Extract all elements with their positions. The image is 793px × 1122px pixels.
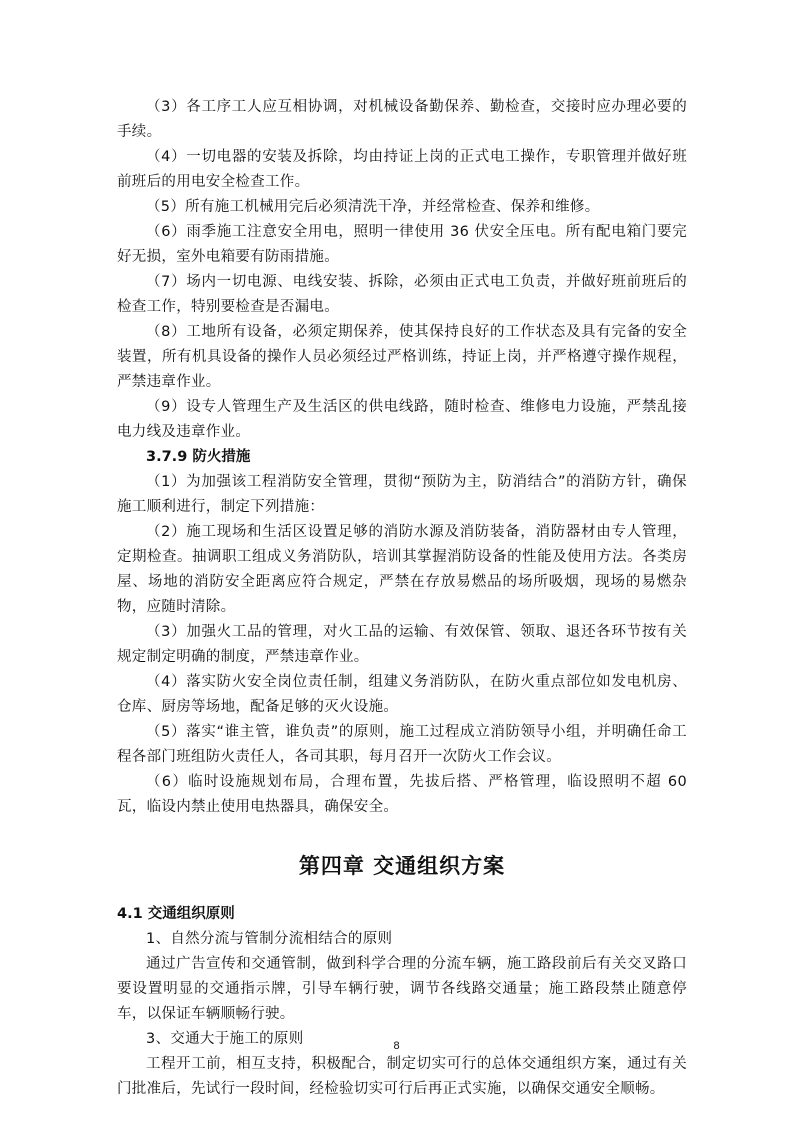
paragraph: （7）场内一切电源、电线安装、拆除，必须由正式电工负责，并做好班前班后的检查工作，特别要检查是否漏电。 bbox=[117, 274, 687, 315]
paragraph: （1）为加强该工程消防安全管理，贯彻“预防为主，防消结合”的消防方针，确保施工顺利进行，制定下列措施： bbox=[117, 474, 687, 515]
paragraph: （8）工地所有设备，必须定期保养，使其保持良好的工作状态及具有完备的安全装置，所有机具设备的操作人员必须经过严格训练，持证上岗，并严格遵守操作规程，严禁违章作业。 bbox=[117, 324, 687, 390]
principle-heading: 1、自然分流与管制分流相结合的原则 bbox=[146, 931, 393, 947]
principle-heading: 3、交通大于施工的原则 bbox=[146, 1031, 304, 1047]
paragraph: （2）施工现场和生活区设置足够的消防水源及消防装备，消防器材由专人管理，定期检查。抽调职工组成义务消防队，培训其掌握消防设备的性能及使用方法。各类房屋、场地的消防安全距离应符合规定，严禁在存放易燃品的场所吸烟，现场的易燃杂物，应随时清除。 bbox=[117, 524, 687, 615]
section-379-heading: 3.7.9 防火措施 bbox=[146, 449, 251, 465]
paragraph: （5）所有施工机械用完后必须清洗干净，并经常检查、保养和维修。 bbox=[146, 199, 600, 215]
chapter-title: 第四章 交通组织方案 bbox=[298, 854, 506, 878]
paragraph: （6）临时设施规划布局，合理布置，先拔后搭、严格管理，临设照明不超 60 瓦，临设内禁止使用电热器具，确保安全。 bbox=[117, 774, 687, 815]
section-41-heading: 4.1 交通组织原则 bbox=[117, 906, 235, 922]
section-378-list bbox=[117, 95, 687, 445]
section-41-body bbox=[117, 927, 687, 1102]
paragraph: （3）各工序工人应互相协调，对机械设备勤保养、勤检查，交接时应办理必要的手续。 bbox=[117, 99, 687, 140]
paragraph: （4）一切电器的安装及拆除，均由持证上岗的正式电工操作，专职管理并做好班前班后的用电安全检查工作。 bbox=[117, 149, 687, 190]
section-379-list bbox=[117, 470, 687, 820]
paragraph: （5）落实“谁主管，谁负责”的原则，施工过程成立消防领导小组，并明确任命工程各部门班组防火责任人，各司其职，每月召开一次防火工作会议。 bbox=[117, 724, 687, 765]
paragraph: （4）落实防火安全岗位责任制，组建义务消防队，在防火重点部位如发电机房、仓库、厨房等场地，配备足够的灭火设施。 bbox=[117, 674, 687, 715]
paragraph: （3）加强火工品的管理，对火工品的运输、有效保管、领取、退还各环节按有关规定制定明确的制度，严禁违章作业。 bbox=[117, 624, 687, 665]
paragraph: 通过广告宣传和交通管制，做到科学合理的分流车辆，施工路段前后有关交叉路口要设置明显的交通指示牌，引导车辆行驶，调节各线路交通量；施工路段禁止随意停车，以保证车辆顺畅行驶。 bbox=[117, 956, 687, 1022]
paragraph: （9）设专人管理生产及生活区的供电线路，随时检查、维修电力设施，严禁乱接电力线及违章作业。 bbox=[117, 399, 687, 440]
paragraph: 工程开工前，相互支持，积极配合，制定切实可行的总体交通组织方案，通过有关门批准后，先试行一段时间，经检验切实可行后再正式实施，以确保交通安全顺畅。 bbox=[117, 1056, 687, 1097]
document-body bbox=[117, 95, 687, 1102]
page-number: 8 bbox=[393, 1040, 400, 1052]
paragraph: （6）雨季施工注意安全用电，照明一律使用 36 伏安全压电。所有配电箱门要完好无损，室外电箱要有防雨措施。 bbox=[117, 224, 687, 265]
